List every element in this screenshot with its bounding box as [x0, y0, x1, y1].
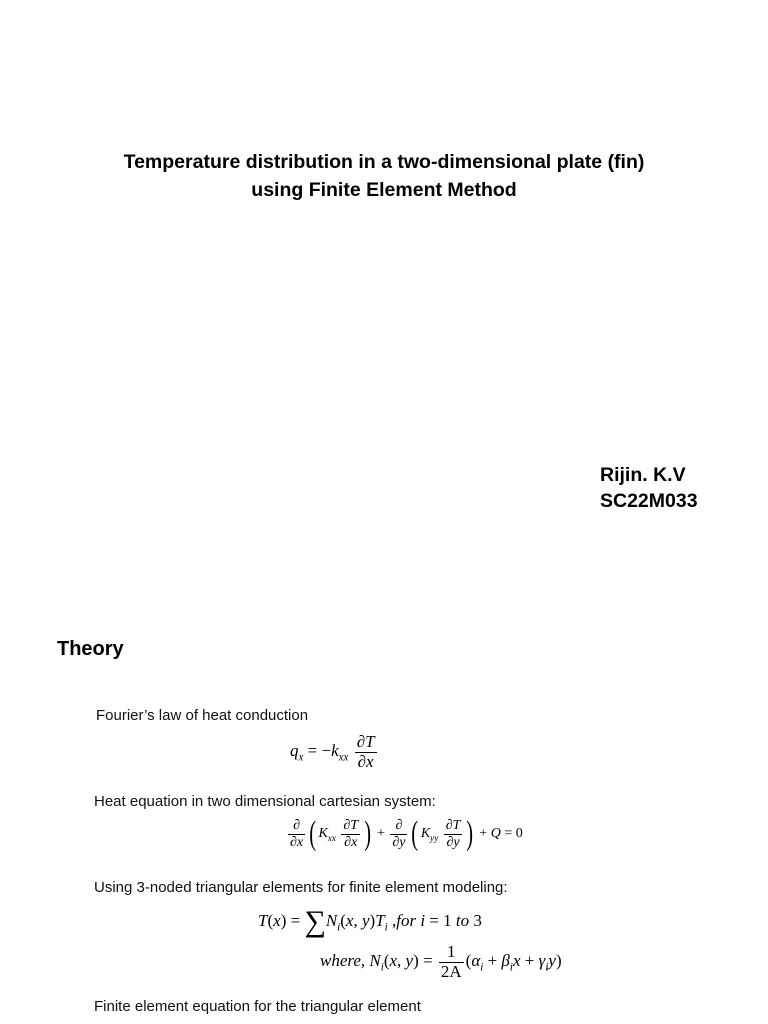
shape-function-sum-equation: $T(x) = \sum N_i(x$, $y)T_i$ ,for i = 1 to 3	[258, 905, 482, 938]
document-title-line2: using Finite Element Method	[251, 179, 517, 201]
triangular-element-label: Using 3-noded triangular elements for finite element modeling:	[94, 879, 508, 896]
fourier-law-equation: $q_x = -k_{xx}$ $\frac{\partial T}{\partial x}$	[290, 732, 375, 771]
author-name: Rijin. K.V	[600, 464, 686, 486]
document-title-line1: Temperature distribution in a two-dimensional plate (fin)	[123, 151, 645, 173]
heat-equation-label: Heat equation in two dimensional cartesian system:	[94, 793, 436, 810]
fe-equation-label: Finite element equation for the triangular element	[94, 998, 421, 1015]
heat-equation: $\frac{\partial}{\partial x}$ ( $K_{xx}$ $\frac{\partial T}{\partial x}$ ) + $\frac{\partial}{\partial y}$ ( $K_{yy}$ $\frac{\partial T}{\partial y}$ ) + Q = 0	[290, 815, 523, 852]
shape-function-definition: where, $N_i(x$, y) = $\frac{1}{2A}$ $(\alpha_i + \beta_ix + \gamma_iy)$	[320, 942, 562, 981]
author-id: SC22M033	[600, 490, 698, 512]
fourier-law-label: Fourier’s law of heat conduction	[96, 707, 309, 724]
section-heading-theory: Theory	[57, 638, 124, 660]
